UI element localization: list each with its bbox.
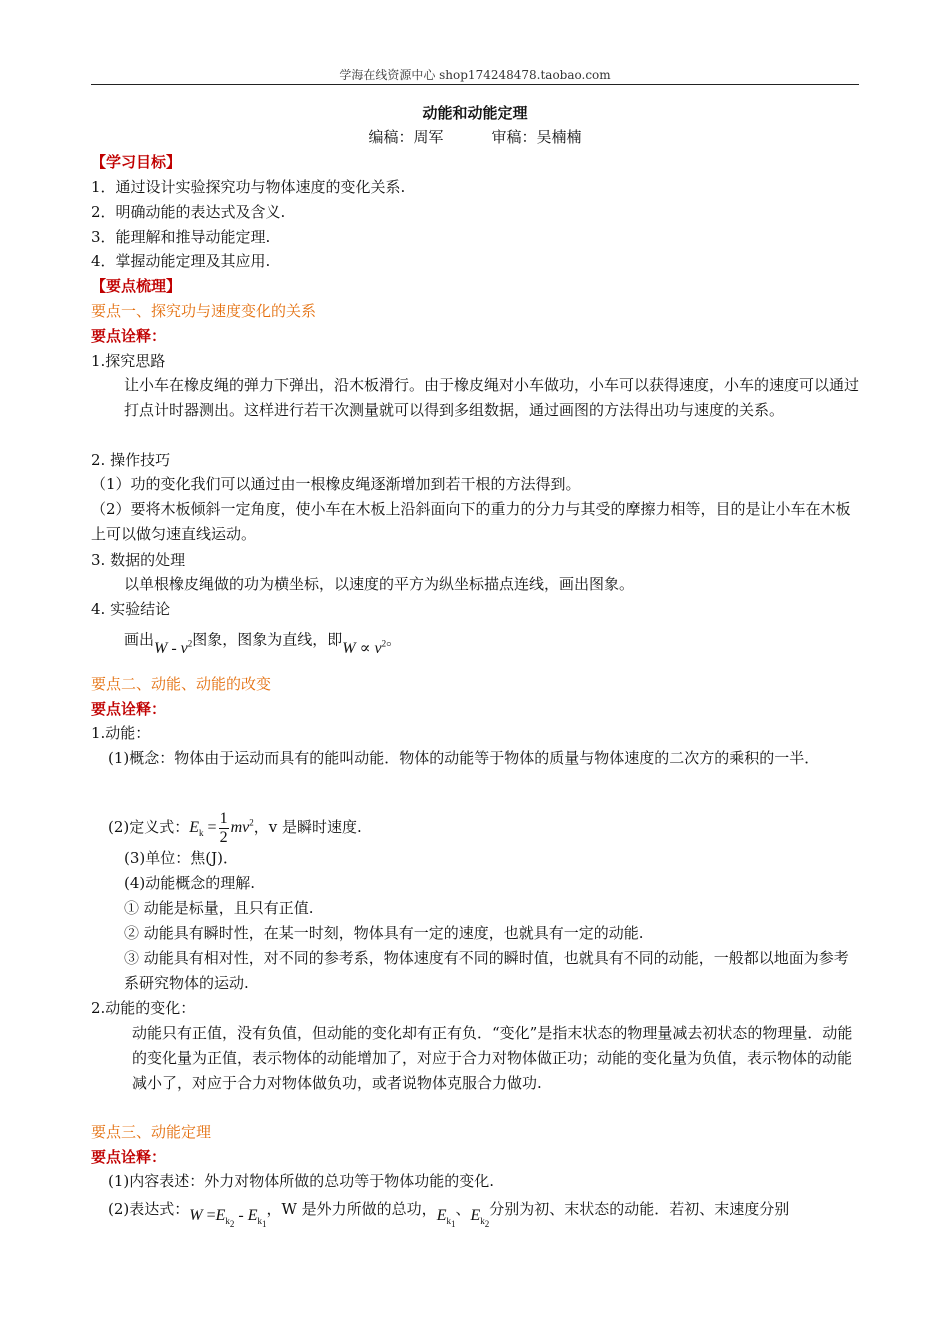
sec2-p4: (4)动能概念的理解.	[124, 874, 256, 892]
goal-item: 3．能理解和推导动能定理.	[91, 228, 271, 246]
sec2-p4b: ② 动能具有瞬时性，在某一时刻，物体具有一定的速度，也就具有一定的动能.	[124, 924, 644, 942]
header-rule	[91, 84, 859, 85]
summary-heading: 【要点梳理】	[91, 277, 182, 295]
sec3-p2: (2)表达式：$W =E_{k_2} - E_{k_1}$，W 是外力所做的总功，$E_{k_1}$、$E_{k_2}$分别为初、末状态的动能．若初、末速度分别	[108, 1200, 790, 1229]
goal-item: 4．掌握动能定理及其应用.	[91, 252, 271, 270]
goals-heading: 【学习目标】	[91, 153, 182, 171]
paragraph: 让小车在橡皮绳的弹力下弹出，沿木板滑行。由于橡皮绳对小车做功，小车可以获得速度，小车的速度可以通过打点计时器测出。这样进行若干次测量就可以得到多组数据，通过画图的方法得出功与速度的关系。	[124, 376, 860, 419]
sec2-title: 要点二、动能、动能的改变	[91, 675, 272, 693]
formula-w-v2: W - $v^2$	[154, 639, 193, 658]
sec1-sub1-text	[91, 373, 859, 423]
formula-ek2: $E_{k_2}$	[470, 1207, 490, 1229]
sec2-p5: 动能只有正值，没有负值，但动能的变化却有正有负．“变化”是指末状态的物理量减去初状态的物理量．动能的变化量为正值，表示物体的动能增加了，对应于合力对物体做正功；动能的变化量为负值，表示物体的动能减小了，对应于合力对物体做负功，或者说物体克服合力做功.	[132, 1024, 853, 1092]
reviewer: 审稿：吴楠楠	[491, 128, 582, 146]
sec1-sub2-p1: （1）功的变化我们可以通过由一根橡皮绳逐渐增加到若干根的方法得到。	[91, 475, 581, 493]
sec2-p3: (3)单位：焦(J)．	[124, 849, 238, 867]
sec1-explain: 要点诠释：	[91, 327, 167, 345]
sec1-sub2-heading: 2. 操作技巧	[91, 451, 171, 469]
sec1-sub4-heading: 4. 实验结论	[91, 600, 171, 618]
sec1-sub2-p2: （2）要将木板倾斜一定角度，使小车在木板上沿斜面向下的重力的分力与其受的摩擦力相等，目的是让小车在木板上可以做匀速直线运动。	[91, 500, 851, 543]
sec2-heading-2: 2.动能的变化：	[91, 999, 196, 1017]
sec3-explain: 要点诠释：	[91, 1148, 167, 1166]
sec2-explain: 要点诠释：	[91, 700, 167, 718]
sec1-sub1-heading: 1.探究思路	[91, 352, 166, 370]
page-header: 学海在线资源中心 shop174248478.taobao.com	[339, 68, 611, 82]
editor: 编稿：周军	[368, 128, 444, 146]
sec2-p2: (2)定义式：$E_k$ = $\frac{1}{2}$ $mv^2$，v 是瞬时速度.	[108, 810, 362, 846]
formula-kinetic-energy: $E_k$ = $\frac{1}{2}$ $mv^2$	[189, 810, 254, 846]
doc-title: 动能和动能定理	[422, 104, 528, 122]
sec2-p1: (1)概念：物体由于运动而具有的能叫动能．物体的动能等于物体的质量与物体速度的二次方的乘积的一半．	[108, 749, 820, 767]
sec3-p1: (1)内容表述：外力对物体所做的总功等于物体功能的变化.	[108, 1172, 495, 1190]
goal-item: 2．明确动能的表达式及含义.	[91, 203, 286, 221]
sec3-title: 要点三、动能定理	[91, 1123, 212, 1141]
goal-item: 1．通过设计实验探究功与物体速度的变化关系.	[91, 178, 406, 196]
sec1-sub3-heading: 3. 数据的处理	[91, 551, 186, 569]
sec2-p4c: ③ 动能具有相对性，对不同的参考系，物体速度有不同的瞬时值，也就具有不同的动能，一般都以地面为参考系研究物体的运动.	[124, 949, 849, 992]
formula-work-energy: $W =E_{k_2} - E_{k_1}$	[189, 1207, 267, 1229]
doc-credits	[91, 127, 859, 147]
sec1-sub3-text: 以单根橡皮绳做的功为横坐标，以速度的平方为纵坐标描点连线，画出图象。	[124, 575, 635, 593]
sec1-sub4-text: 画出W - $v^2$图象，图象为直线，即$W \propto v^2$。	[124, 630, 402, 658]
sec2-heading-1: 1.动能：	[91, 724, 151, 742]
formula-w-prop-v2: $W \propto v^2$	[342, 639, 387, 658]
formula-ek1: $E_{k_1}$	[436, 1207, 456, 1229]
sec2-p4a: ① 动能是标量，且只有正值.	[124, 899, 314, 917]
sec1-title: 要点一、探究功与速度变化的关系	[91, 302, 317, 320]
